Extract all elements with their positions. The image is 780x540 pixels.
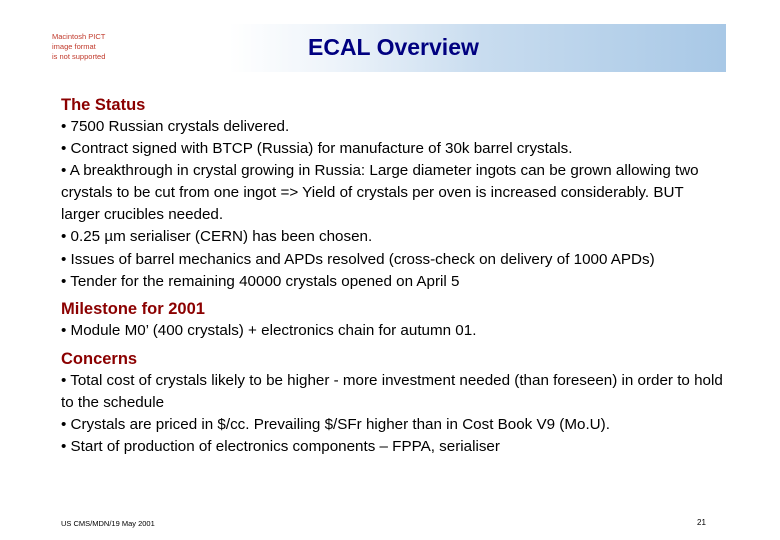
status-heading: The Status: [61, 96, 146, 114]
slide-body: [61, 94, 726, 458]
status-bullet: • 7500 Russian crystals delivered.: [61, 118, 290, 135]
slide-title: ECAL Overview: [308, 34, 479, 60]
footer-reference: US CMS/MDN/19 May 2001: [61, 519, 155, 528]
concerns-bullet: • Start of production of electronics components – FPPA, serialiser: [61, 438, 500, 456]
concerns-bullet: • Crystals are priced in $/cc. Prevailing $/SFr higher than in Cost Book V9 (Mo.U).: [61, 416, 610, 434]
status-bullet: • Issues of barrel mechanics and APDs resolved (cross-check on delivery of 1000 APDs): [61, 250, 655, 268]
concerns-bullet: • Total cost of crystals likely to be higher - more investment needed (than foreseen) in order to hold to the schedule: [61, 372, 723, 412]
milestone-bullet: • Module M0’ (400 crystals) + electronics chain for autumn 01.: [61, 321, 477, 339]
page-number: 21: [697, 518, 706, 527]
unsupported-image-placeholder: [30, 32, 118, 62]
milestone-heading: Milestone for 2001: [61, 299, 205, 318]
status-bullet: • Tender for the remaining 40000 crystals opened on April 5: [61, 272, 460, 290]
placeholder-line: Macintosh PICT: [52, 32, 106, 41]
concerns-heading: Concerns: [61, 350, 138, 369]
status-bullet: • A breakthrough in crystal growing in Russia: Large diameter ingots can be grown allowing two crystals to be cut from one ingot => Yield of crystals per oven is increased considerably. BUT larger crucibles needed.: [61, 162, 699, 224]
status-bullet: • 0.25 µm serialiser (CERN) has been chosen.: [61, 228, 373, 246]
placeholder-line: image format: [52, 42, 96, 51]
status-bullet: • Contract signed with BTCP (Russia) for manufacture of 30k barrel crystals.: [61, 140, 573, 158]
placeholder-line: is not supported: [52, 52, 106, 61]
